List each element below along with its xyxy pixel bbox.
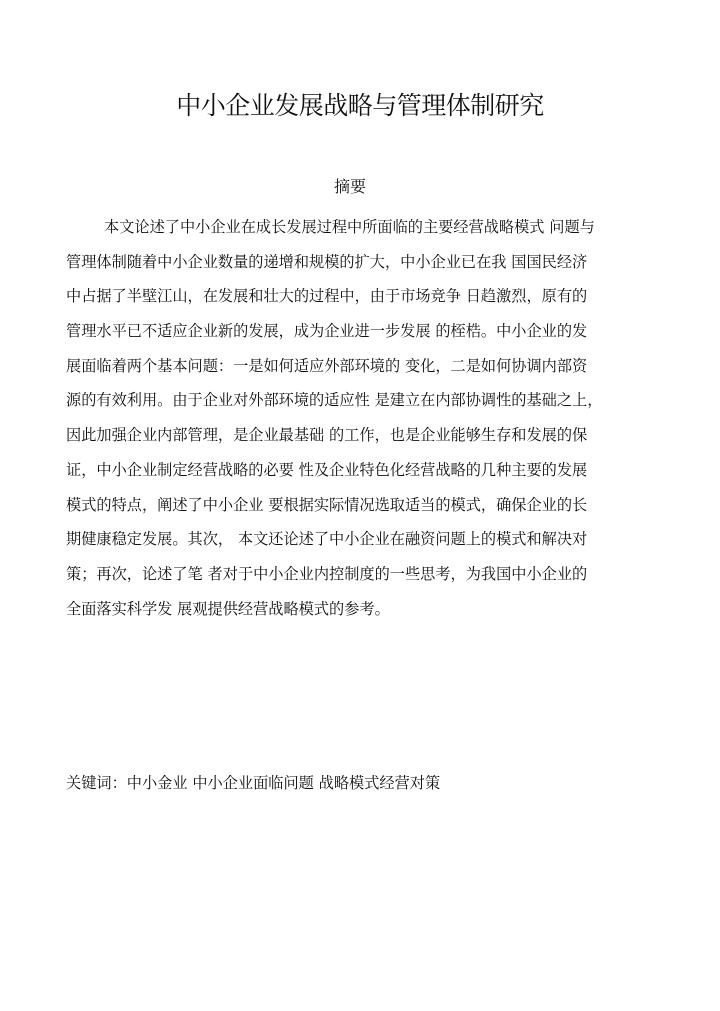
abstract-body <box>66 210 678 626</box>
keywords-line: 关键词：中小金业 中小企业面临问题 战略模式经营对策 <box>66 774 441 792</box>
abstract-line: 中占据了半壁江山，在发展和壮大的过程中，由于市场竞争 日趋激烈，原有的 <box>66 287 588 306</box>
abstract-line: 因此加强企业内部管理，是企业最基础 的工作，也是企业能够生存和发展的保 <box>66 426 588 445</box>
document-title: 中小企业发展战略与管理体制研究 <box>176 91 544 120</box>
abstract-line: 全面落实科学发 展观提供经营战略模式的参考。 <box>66 599 390 618</box>
abstract-line: 策；再次，论述了笔 者对于中小企业内控制度的一些思考，为我国中小企业的 <box>66 564 588 583</box>
abstract-line: 证，中小企业制定经营战略的必要 性及企业特色化经营战略的几种主要的发展 <box>66 460 588 479</box>
abstract-line: 管理水平已不适应企业新的发展，成为企业进一步发展 的桎梏。中小企业的发 <box>66 322 588 341</box>
abstract-line: 源的有效利用。由于企业对外部环境的适应性 是建立在内部协调性的基础之上， <box>66 391 603 410</box>
abstract-heading: 摘要 <box>333 177 366 196</box>
abstract-line: 管理体制随着中小企业数量的递增和规模的扩大，中小企业已在我 国国民经济 <box>66 252 588 271</box>
abstract-line: 本文论述了中小企业在成长发展过程中所面临的主要经营战略模式 问题与 <box>104 218 595 236</box>
abstract-line: 期健康稳定发展。其次， 本文还论述了中小企业在融资问题上的模式和解决对 <box>66 530 588 549</box>
abstract-line: 模式的特点，阐述了中小企业 要根据实际情况选取适当的模式，确保企业的长 <box>66 495 588 514</box>
abstract-line: 展面临着两个基本问题：一是如何适应外部环境的 变化，二是如何协调内部资 <box>66 356 588 375</box>
